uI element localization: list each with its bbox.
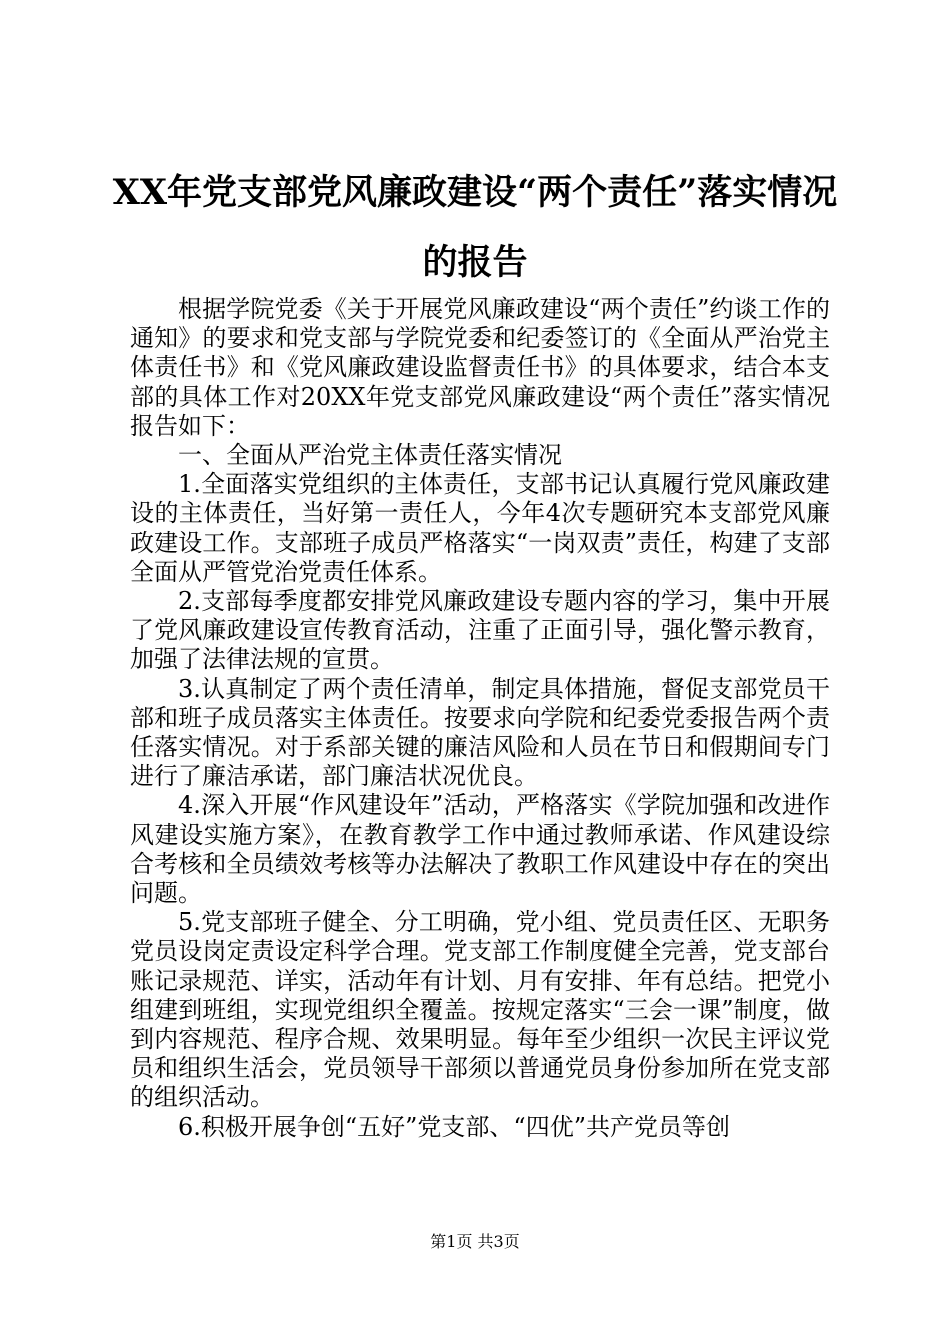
paragraph-item-4: 4.深入开展“作风建设年”活动，严格落实《学院加强和改进作风建设实施方案》，在教育教学工作中通过教师承诺、作风建设综合考核和全员绩效考核等办法解决了教职工作风建设中存在的突出问题。 bbox=[130, 791, 830, 908]
section-heading-1: 一、全面从严治党主体责任落实情况 bbox=[178, 441, 562, 470]
paragraph-intro: 根据学院党委《关于开展党风廉政建设“两个责任”约谈工作的通知》的要求和党支部与学院党委和纪委签订的《全面从严治党主体责任书》和《党风廉政建设监督责任书》的具体要求，结合本支部的具体工作对20XX年党支部党风廉政建设“两个责任”落实情况报告如下： bbox=[130, 295, 830, 440]
paragraph-item-3: 3.认真制定了两个责任清单，制定具体措施，督促支部党员干部和班子成员落实主体责任。按要求向学院和纪委党委报告两个责任落实情况。对于系部关键的廉洁风险和人员在节日和假期间专门进行了廉洁承诺，部门廉洁状况优良。 bbox=[130, 674, 830, 791]
paragraph-item-6: 6.积极开展争创“五好”党支部、“四优”共产党员等创 bbox=[178, 1112, 730, 1141]
page-footer: 第1页 共3页 bbox=[430, 1232, 520, 1251]
paragraph-item-1: 1.全面落实党组织的主体责任，支部书记认真履行党风廉政建设的主体责任，当好第一责任人，今年4次专题研究本支部党风廉政建设工作。支部班子成员严格落实“一岗双责”责任，构建了支部全面从严管党治党责任体系。 bbox=[130, 470, 830, 586]
document-body bbox=[130, 295, 830, 1142]
paragraph-item-5: 5.党支部班子健全、分工明确，党小组、党员责任区、无职务党员设岗定责设定科学合理。党支部工作制度健全完善，党支部台账记录规范、详实，活动年有计划、月有安排、年有总结。把党小组建到班组，实现党组织全覆盖。按规定落实“三会一课”制度，做到内容规范、程序合规、效果明显。每年至少组织一次民主评议党员和组织生活会，党员领导干部须以普通党员身份参加所在党支部的组织活动。 bbox=[130, 908, 830, 1112]
paragraph-item-2: 2.支部每季度都安排党风廉政建设专题内容的学习，集中开展了党风廉政建设宣传教育活动，注重了正面引导，强化警示教育，加强了法律法规的宣贯。 bbox=[130, 587, 830, 674]
document-title: XX年党支部党风廉政建设“两个责任”落实情况的报告 bbox=[112, 172, 838, 283]
